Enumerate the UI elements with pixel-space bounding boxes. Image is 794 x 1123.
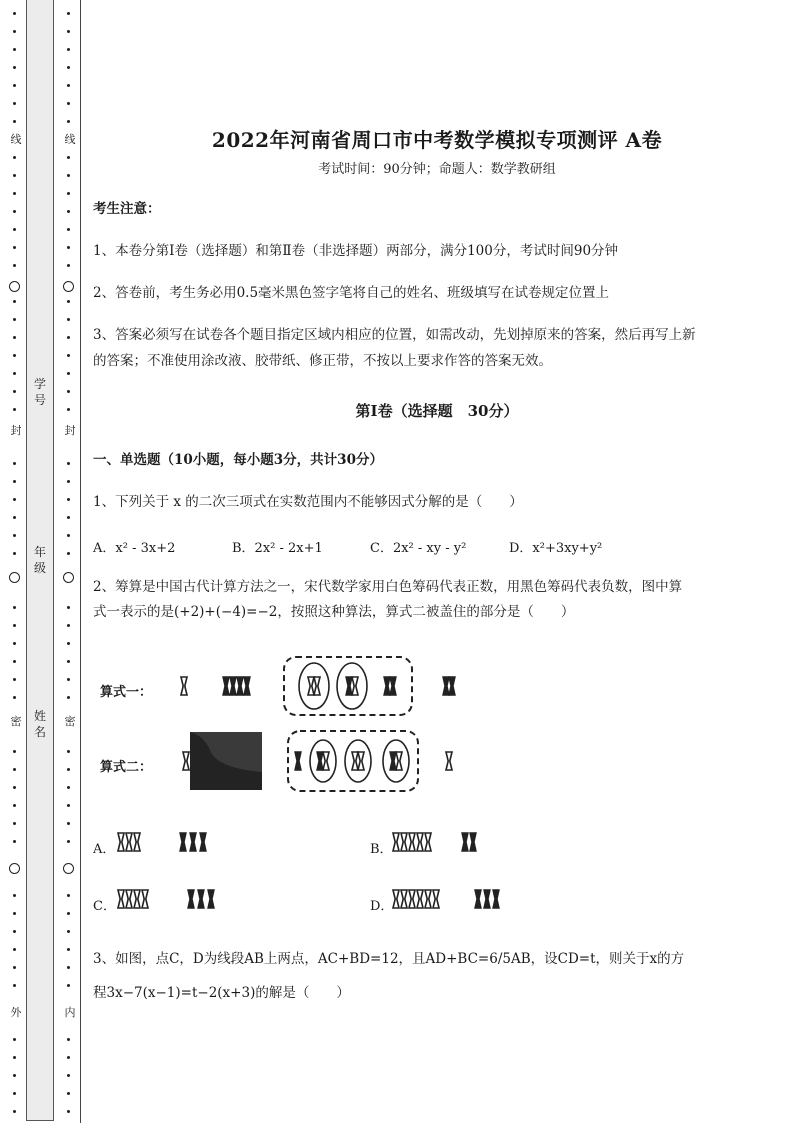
binding-dot bbox=[67, 354, 70, 357]
binding-dot bbox=[67, 516, 70, 519]
binding-dot bbox=[13, 1092, 16, 1095]
binding-dot bbox=[67, 264, 70, 267]
binding-dot bbox=[13, 768, 16, 771]
binding-dot bbox=[67, 156, 70, 159]
binding-dot bbox=[13, 1056, 16, 1059]
binding-dot bbox=[13, 300, 16, 303]
binding-dot bbox=[13, 624, 16, 627]
binding-dot bbox=[67, 480, 70, 483]
formula-2-rods bbox=[183, 731, 452, 791]
binding-dot bbox=[67, 966, 70, 969]
formula-2-label: 算式二： bbox=[100, 760, 153, 775]
binding-dot bbox=[67, 336, 70, 339]
binding-dot bbox=[13, 66, 16, 69]
section-title: 第Ⅰ卷（选择题 30分） bbox=[355, 402, 519, 420]
q1-option-b: B．2x² - 2x+1 bbox=[232, 541, 323, 556]
binding-dot bbox=[13, 660, 16, 663]
binding-dot bbox=[67, 624, 70, 627]
binding-dot bbox=[67, 1038, 70, 1041]
q2-option-a-letter: A． bbox=[93, 842, 116, 857]
inner-dot-column bbox=[62, 0, 76, 1123]
margin-line bbox=[80, 0, 81, 1123]
binding-dot bbox=[13, 930, 16, 933]
binding-dot bbox=[67, 210, 70, 213]
binding-dot bbox=[13, 174, 16, 177]
binding-dot bbox=[13, 1038, 16, 1041]
binding-dot bbox=[13, 498, 16, 501]
binding-dot bbox=[13, 840, 16, 843]
formula-1-rods bbox=[181, 657, 455, 715]
binding-dot bbox=[67, 12, 70, 15]
binding-dot bbox=[13, 48, 16, 51]
binding-dot bbox=[13, 354, 16, 357]
binding-dot bbox=[67, 750, 70, 753]
binding-dot bbox=[13, 102, 16, 105]
binding-dot bbox=[67, 768, 70, 771]
binding-dot bbox=[67, 84, 70, 87]
binding-circle bbox=[63, 281, 74, 292]
q2-option-b-letter: B． bbox=[370, 842, 393, 857]
binding-dot bbox=[13, 534, 16, 537]
binding-dot bbox=[13, 246, 16, 249]
question-2-line1: 2、筹算是中国古代计算方法之一，宋代数学家用白色筹码代表正数，用黑色筹码代表负数，图中算 bbox=[93, 579, 683, 595]
binding-dot bbox=[67, 120, 70, 123]
grade-label: 年级 bbox=[33, 545, 46, 575]
binding-dot bbox=[13, 912, 16, 915]
binding-dot bbox=[67, 1056, 70, 1059]
binding-dot bbox=[13, 1074, 16, 1077]
binding-dot bbox=[13, 12, 16, 15]
binding-dot bbox=[67, 840, 70, 843]
binding-dot bbox=[67, 534, 70, 537]
binding-dot bbox=[13, 264, 16, 267]
binding-seal-char: 线 bbox=[62, 133, 78, 147]
binding-circle bbox=[63, 572, 74, 583]
binding-dot bbox=[67, 660, 70, 663]
binding-dot bbox=[13, 192, 16, 195]
binding-circle bbox=[9, 572, 20, 583]
part-heading: 一、单选题（10小题，每小题3分，共计30分） bbox=[93, 452, 383, 468]
binding-dot bbox=[67, 1074, 70, 1077]
binding-seal-char: 内 bbox=[62, 1006, 78, 1020]
question-3-line2: 程3x−7(x−1)=t−2(x+3)的解是（ ） bbox=[93, 985, 350, 1001]
binding-dot bbox=[13, 120, 16, 123]
binding-dot bbox=[13, 948, 16, 951]
binding-dot bbox=[67, 1092, 70, 1095]
name-label: 姓名 bbox=[33, 709, 46, 739]
binding-dot bbox=[13, 606, 16, 609]
binding-dot bbox=[13, 642, 16, 645]
question-3-line1: 3、如图，点C，D为线段AB上两点，AC+BD=12，且AD+BC=6/5AB，设CD=t，则关于x的方 bbox=[93, 951, 685, 967]
binding-dot bbox=[13, 894, 16, 897]
binding-seal-char: 外 bbox=[8, 1006, 24, 1020]
binding-dot bbox=[13, 750, 16, 753]
binding-circle bbox=[9, 281, 20, 292]
exam-info: 考试时间：90分钟；命题人：数学教研组 bbox=[318, 162, 556, 177]
binding-dot bbox=[13, 984, 16, 987]
binding-dot bbox=[67, 372, 70, 375]
binding-dot bbox=[13, 408, 16, 411]
binding-dot bbox=[13, 966, 16, 969]
binding-dot bbox=[67, 930, 70, 933]
binding-dot bbox=[67, 66, 70, 69]
binding-dot bbox=[67, 552, 70, 555]
binding-dot bbox=[67, 912, 70, 915]
counting-rods-figure bbox=[170, 650, 470, 800]
notice-item-3: 3、答案必须写在试卷各个题目指定区域内相应的位置，如需改动，先划掉原来的答案，然后再写上新 bbox=[93, 327, 696, 343]
binding-dot bbox=[67, 804, 70, 807]
binding-dot bbox=[13, 1110, 16, 1113]
q2-option-c-letter: C． bbox=[93, 899, 116, 914]
binding-dot bbox=[67, 390, 70, 393]
binding-dot bbox=[13, 516, 16, 519]
binding-dot bbox=[67, 48, 70, 51]
binding-seal-char: 线 bbox=[8, 133, 24, 147]
binding-dot bbox=[67, 984, 70, 987]
notice-item-1: 1、本卷分第Ⅰ卷（选择题）和第Ⅱ卷（非选择题）两部分，满分100分，考试时间90分钟 bbox=[93, 243, 619, 259]
binding-dot bbox=[67, 228, 70, 231]
binding-dot bbox=[67, 606, 70, 609]
binding-dot bbox=[67, 300, 70, 303]
binding-dot bbox=[13, 156, 16, 159]
page-title: 2022年河南省周口市中考数学模拟专项测评 A卷 bbox=[211, 128, 663, 152]
binding-dot bbox=[67, 822, 70, 825]
binding-dot bbox=[13, 84, 16, 87]
binding-seal-char: 密 bbox=[62, 715, 78, 729]
binding-seal-char: 密 bbox=[8, 715, 24, 729]
binding-dot bbox=[67, 408, 70, 411]
binding-dot bbox=[13, 228, 16, 231]
student-id-label: 学号 bbox=[33, 377, 46, 407]
binding-dot bbox=[67, 192, 70, 195]
question-1-stem: 1、下列关于 x 的二次三项式在实数范围内不能够因式分解的是（ ） bbox=[93, 494, 523, 510]
binding-dot bbox=[67, 696, 70, 699]
binding-dot bbox=[13, 822, 16, 825]
formula-1-label: 算式一： bbox=[100, 685, 153, 700]
binding-seal-char: 封 bbox=[8, 424, 24, 438]
binding-dot bbox=[67, 318, 70, 321]
binding-dot bbox=[13, 480, 16, 483]
binding-circle bbox=[9, 863, 20, 874]
binding-dot bbox=[67, 894, 70, 897]
notice-heading: 考生注意： bbox=[93, 201, 161, 217]
q1-option-a: A．x² - 3x+2 bbox=[93, 541, 176, 556]
binding-dot bbox=[13, 30, 16, 33]
binding-dot bbox=[13, 210, 16, 213]
binding-seal-char: 封 bbox=[62, 424, 78, 438]
q2-option-a-rods bbox=[115, 830, 215, 860]
binding-dot bbox=[67, 246, 70, 249]
q2-option-d-rods bbox=[390, 887, 505, 917]
binding-dot bbox=[67, 678, 70, 681]
binding-dot bbox=[67, 1110, 70, 1113]
binding-circle bbox=[63, 863, 74, 874]
binding-dot bbox=[67, 102, 70, 105]
binding-dot bbox=[67, 30, 70, 33]
binding-dot bbox=[13, 786, 16, 789]
binding-dot bbox=[13, 336, 16, 339]
notice-item-3-cont: 的答案；不准使用涂改液、胶带纸、修正带，不按以上要求作答的答案无效。 bbox=[93, 353, 552, 369]
q2-option-b-rods bbox=[390, 830, 490, 860]
binding-dot bbox=[67, 786, 70, 789]
binding-dot bbox=[13, 804, 16, 807]
binding-dot bbox=[67, 642, 70, 645]
binding-dot bbox=[67, 498, 70, 501]
binding-dot bbox=[13, 678, 16, 681]
q2-option-c-rods bbox=[115, 887, 225, 917]
notice-item-2: 2、答卷前，考生务必用0.5毫米黑色签字笔将自己的姓名、班级填写在试卷规定位置上 bbox=[93, 285, 610, 301]
binding-dot bbox=[13, 552, 16, 555]
binding-dot bbox=[13, 390, 16, 393]
binding-dot bbox=[13, 696, 16, 699]
binding-dot bbox=[13, 462, 16, 465]
q1-option-d: D．x²+3xy+y² bbox=[509, 541, 603, 556]
binding-dot bbox=[67, 948, 70, 951]
outer-dot-column bbox=[8, 0, 22, 1123]
binding-dot bbox=[67, 462, 70, 465]
q1-option-c: C．2x² - xy - y² bbox=[370, 541, 467, 556]
question-2-line2: 式一表示的是(+2)+(−4)=−2，按照这种算法，算式二被盖住的部分是（ ） bbox=[93, 604, 575, 620]
binding-dot bbox=[13, 318, 16, 321]
q2-option-d-letter: D． bbox=[370, 899, 394, 914]
binding-dot bbox=[13, 372, 16, 375]
binding-dot bbox=[67, 174, 70, 177]
